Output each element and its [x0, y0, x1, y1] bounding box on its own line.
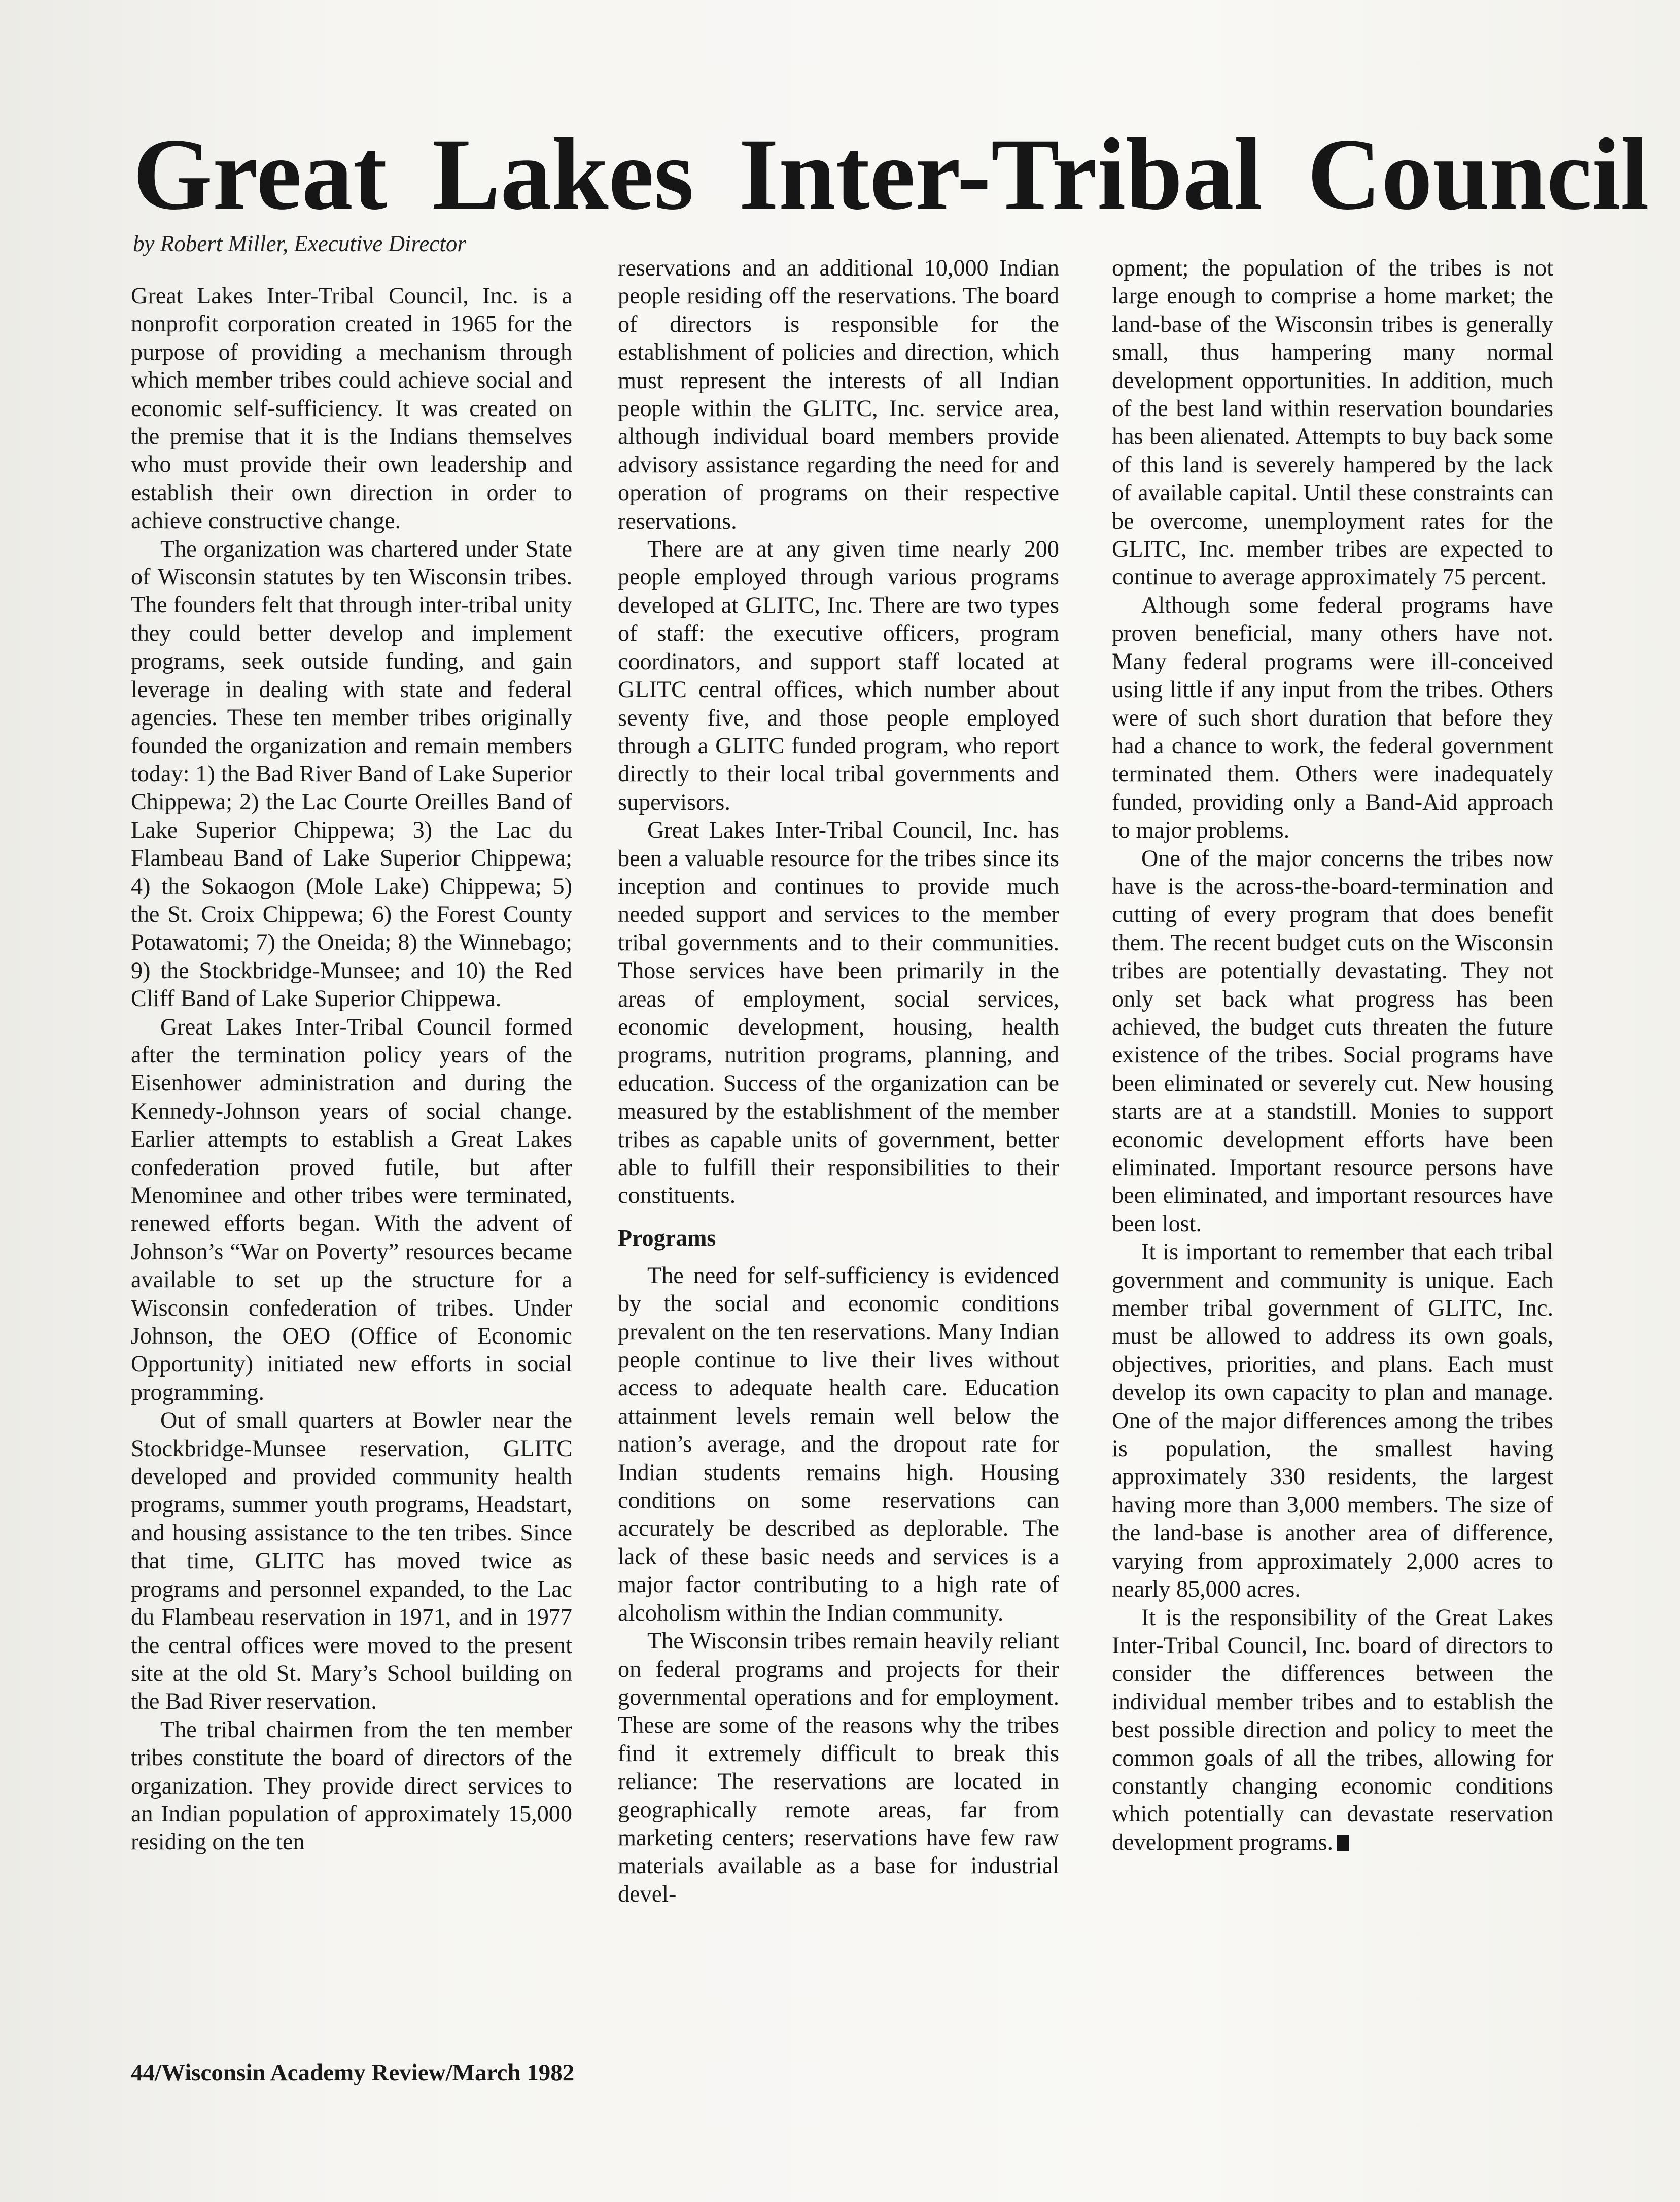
paragraph: Although some federal programs have proven beneficial, many others have not. Many federal programs were ill-conceived using little if any input from the tribes. Others were of such short duration that before they had a chance to work, the federal government terminated them. Others were inadequately funded, providing only a Band-Aid approach to major problems.	[1112, 592, 1553, 843]
paragraph: There are at any given time nearly 200 people employed through various programs developed at GLITC, Inc. There are two types of staff: the executive officers, program coordinators, and support staff located at GLITC central offices, which number about seventy five, and those people employed through a GLITC funded program, who report directly to their local tribal governments and supervisors.	[618, 536, 1059, 815]
final-paragraph-text: It is the responsibility of the Great Lakes Inter-Tribal Council, Inc. board of directors to consider the differences between the individual member tribes and to establish the best possible direction and policy to meet the common goals of all the tribes, allowing for constantly changing economic conditions which potentially can devastate reservation development programs.	[1112, 1604, 1553, 1855]
text-column-3	[1112, 254, 1553, 2045]
paragraph: The organization was chartered under State of Wisconsin statutes by ten Wisconsin tribes. The founders felt that through inter-tribal unity they could better develop and implement programs, seek outside funding, and gain leverage in dealing with state and federal agencies. These ten member tribes originally founded the organization and remain members today: 1) the Bad River Band of Lake Superior Chippewa; 2) the Lac Courte Oreilles Band of Lake Superior Chippewa; 3) the Lac du Flambeau Band of Lake Superior Chippewa; 4) the Sokaogon (Mole Lake) Chippewa; 5) the St. Croix Chippewa; 6) the Forest County Potawatomi; 7) the Oneida; 8) the Winnebago; 9) the Stockbridge-Munsee; and 10) the Red Cliff Band of Lake Superior Chippewa.	[131, 535, 572, 1012]
paragraph: The tribal chairmen from the ten member tribes constitute the board of directors of the organization. They provide direct services to an Indian population of approximately 15,000 residing on the ten	[131, 1716, 572, 1855]
article-title: Great Lakes Inter-Tribal Council	[133, 117, 1649, 231]
paragraph: Out of small quarters at Bowler near the Stockbridge-Munsee reservation, GLITC developed and provided community health programs, summer youth programs, Headstart, and housing assistance to the ten tribes. Since that time, GLITC has moved twice as programs and personnel expanded, to the Lac du Flambeau reservation in 1971, and in 1977 the central offices were moved to the present site at the old St. Mary’s School building on the Bad River reservation.	[131, 1407, 572, 1714]
paragraph: Great Lakes Inter-Tribal Council, Inc. is a nonprofit corporation created in 1965 for the purpose of providing a mechanism through which member tribes could achieve social and economic self-sufficiency. It was created on the premise that it is the Indians themselves who must provide their own leadership and establish their own direction in order to achieve constructive change.	[131, 283, 572, 534]
paragraph: reservations and an additional 10,000 Indian people residing off the reservations. The board of directors is responsible for the establishment of policies and direction, which must represent the interests of all Indian people within the GLITC, Inc. service area, although individual board members provide advisory assistance regarding the need for and operation of programs on their respective reservations.	[618, 255, 1059, 534]
final-paragraph	[1112, 1603, 1553, 1856]
paragraph: The Wisconsin tribes remain heavily reliant on federal programs and projects for their governmental operations and for employment. These are some of the reasons why the tribes find it extremely difficult to break this reliance: The reservations are located in geographically remote areas, far from marketing centers; reservations have few raw materials available as a base for industrial devel-	[618, 1628, 1059, 1907]
paragraph: The need for self-sufficiency is evidenced by the social and economic conditions prevalent on the ten reservations. Many Indian people continue to live their lives without access to adequate health care. Education attainment levels remain well below the nation’s average, and the dropout rate for Indian students remains high. Housing conditions on some reservations can accurately be described as deplorable. The lack of these basic needs and services is a major factor contributing to a high rate of alcoholism within the Indian community.	[618, 1262, 1059, 1626]
paragraph: It is important to remember that each tribal government and community is unique. Each member tribal government of GLITC, Inc. must be allowed to address its own goals, objectives, priorities, and plans. Each must develop its own capacity to plan and manage. One of the major differences among the tribes is population, the smallest having approximately 330 residents, the largest having more than 3,000 members. The size of the land-base is another area of difference, varying from approximately 2,000 acres to nearly 85,000 acres.	[1112, 1238, 1553, 1602]
paragraph: Great Lakes Inter-Tribal Council formed after the termination policy years of the Eisenhower administration and during the Kennedy-Johnson years of social change. Earlier attempts to establish a Great Lakes confederation proved futile, but after Menominee and other tribes were terminated, renewed efforts began. With the advent of Johnson’s “War on Poverty” resources became available to set up the structure for a Wisconsin confederation of tribes. Under Johnson, the OEO (Office of Economic Opportunity) initiated new efforts in social programming.	[131, 1013, 572, 1405]
paragraph: opment; the population of the tribes is not large enough to comprise a home market; the land-base of the Wisconsin tribes is generally small, thus hampering many normal development opportunities. In addition, much of the best land within reservation boundaries has been alienated. Attempts to buy back some of this land is severely hampered by the lack of available capital. Until these constraints can be overcome, unemployment rates for the GLITC, Inc. member tribes are expected to continue to average approximately 75 percent.	[1112, 255, 1553, 590]
text-column-1	[131, 282, 572, 2057]
page-folio: 44/Wisconsin Academy Review/March 1982	[131, 2059, 575, 2086]
section-heading-programs: Programs	[618, 1224, 716, 1251]
end-of-article-mark	[1337, 1835, 1349, 1851]
text-column-2	[618, 254, 1059, 2045]
paragraph: Great Lakes Inter-Tribal Council, Inc. has been a valuable resource for the tribes since its inception and continues to provide much needed support and services to the member tribal governments and to their communities. Those services have been primarily in the areas of employment, social services, economic development, housing, health programs, nutrition programs, planning, and education. Success of the organization can be measured by the establishment of the member tribes as capable units of government, better able to fulfill their responsibilities to their constituents.	[618, 817, 1059, 1209]
article-byline: by Robert Miller, Executive Director	[133, 231, 466, 256]
paragraph: One of the major concerns the tribes now have is the across-the-board-termination and cutting of every program that does benefit them. The recent budget cuts on the Wisconsin tribes are potentially devastating. They not only set back what progress has been achieved, the budget cuts threaten the future existence of the tribes. Social programs have been eliminated or severely cut. New housing starts are at a standstill. Monies to support economic development efforts have been eliminated. Important resource persons have been eliminated, and important resources have been lost.	[1112, 845, 1553, 1236]
